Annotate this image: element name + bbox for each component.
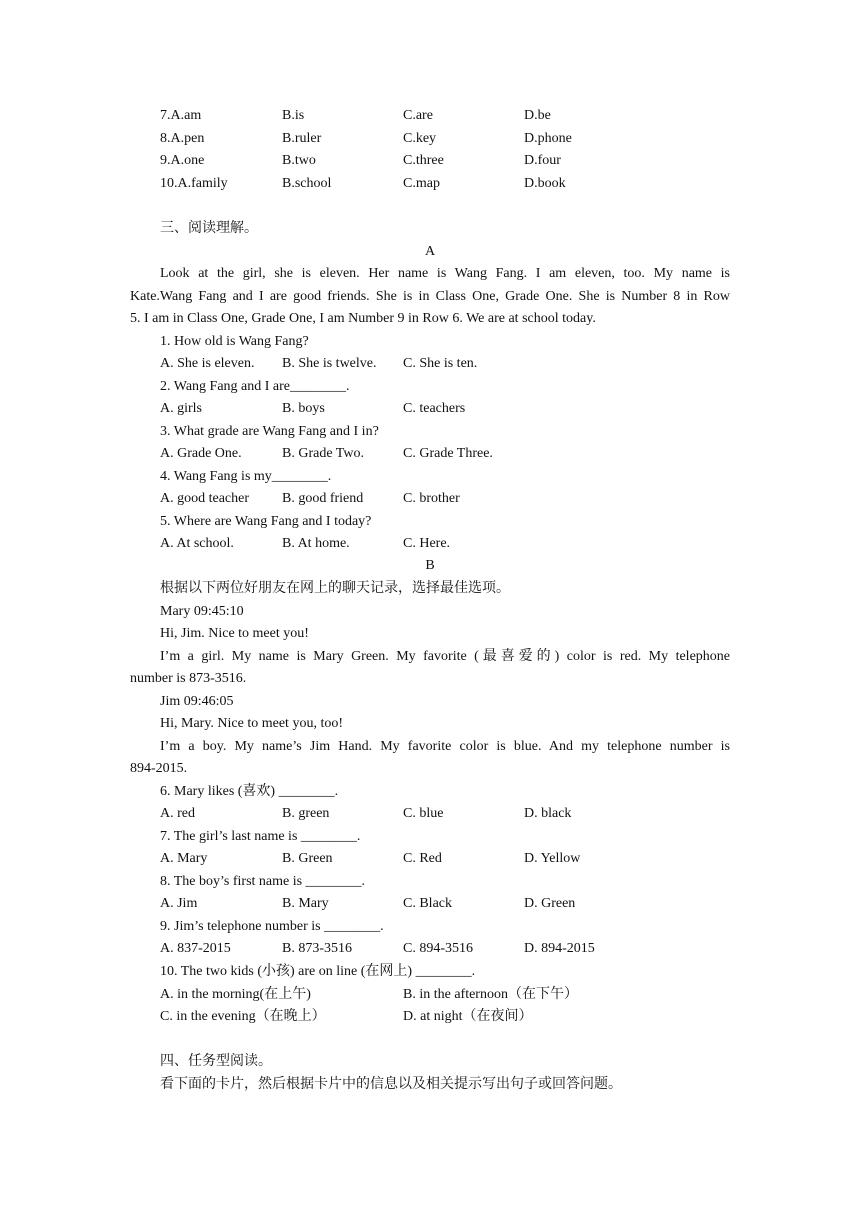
mary-timestamp: Mary 09:45:10 <box>160 604 244 619</box>
passage-b-label: B <box>425 558 435 573</box>
question-5: 5. Where are Wang Fang and I today? <box>160 514 372 529</box>
option-d: D. 894-2015 <box>524 941 595 956</box>
option-a: A. She is eleven. <box>160 356 255 371</box>
question-3: 3. What grade are Wang Fang and I in? <box>160 424 379 439</box>
option-b: B. 873-3516 <box>282 941 352 956</box>
jim-message-line-1: I’m a boy. My name’s Jim Hand. My favorite color is blue. And my telephone number is <box>160 739 730 754</box>
option-c: C. blue <box>403 806 444 821</box>
option-b: B. green <box>282 806 330 821</box>
question-2: 2. Wang Fang and I are________. <box>160 379 350 394</box>
option-c: C.are <box>403 108 433 123</box>
option-d: D. Yellow <box>524 851 581 866</box>
option-a: 8.A.pen <box>160 131 205 146</box>
question-10: 10. The two kids (小孩) are on line (在网上) ________. <box>160 964 476 979</box>
option-a: A. Jim <box>160 896 198 911</box>
option-b: B. She is twelve. <box>282 356 377 371</box>
option-c: C. brother <box>403 491 460 506</box>
option-b: B. in the afternoon（在下午） <box>403 987 578 1002</box>
option-c: C.key <box>403 131 437 146</box>
jim-timestamp: Jim 09:46:05 <box>160 694 234 709</box>
question-9: 9. Jim’s telephone number is ________. <box>160 919 384 934</box>
option-b: B. boys <box>282 401 325 416</box>
option-c: C. in the evening（在晚上） <box>160 1009 326 1024</box>
section-3-title: 三、阅读理解。 <box>160 221 258 236</box>
option-b: B. Mary <box>282 896 329 911</box>
question-10-options-row-2 <box>0 1006 860 1028</box>
option-d: D. Green <box>524 896 576 911</box>
option-d: D.book <box>524 176 566 191</box>
question-7: 7. The girl’s last name is ________. <box>160 829 361 844</box>
question-9-options <box>0 938 860 960</box>
jim-message-line-2: 894-2015. <box>130 761 188 776</box>
option-c: C. Red <box>403 851 442 866</box>
option-b: B.two <box>282 153 316 168</box>
option-a: 9.A.one <box>160 153 205 168</box>
question-1: 1. How old is Wang Fang? <box>160 334 309 349</box>
option-a: A. girls <box>160 401 202 416</box>
question-8: 8. The boy’s first name is ________. <box>160 874 366 889</box>
option-d: D.phone <box>524 131 572 146</box>
mary-message-line-1: I’m a girl. My name is Mary Green. My favorite (最喜爱的) color is red. My telephone <box>160 649 730 664</box>
option-row-9 <box>0 150 860 172</box>
option-b: B. Green <box>282 851 333 866</box>
option-a: A. Grade One. <box>160 446 242 461</box>
option-b: B. At home. <box>282 536 350 551</box>
option-d: D. at night（在夜间） <box>403 1009 533 1024</box>
option-c: C.map <box>403 176 440 191</box>
question-6: 6. Mary likes (喜欢) ________. <box>160 784 339 799</box>
question-10-options-row-1 <box>0 984 860 1006</box>
option-b: B.ruler <box>282 131 322 146</box>
option-row-10 <box>0 173 860 195</box>
section-4-instruction: 看下面的卡片，然后根据卡片中的信息以及相关提示写出句子或回答问题。 <box>160 1077 622 1092</box>
option-c: C. Black <box>403 896 452 911</box>
option-c: C. 894-3516 <box>403 941 473 956</box>
question-5-options <box>0 533 860 555</box>
passage-a-line-3: 5. I am in Class One, Grade One, I am Number 9 in Row 6. We are at school today. <box>130 311 596 326</box>
option-d: D. black <box>524 806 572 821</box>
passage-a-label: A <box>424 244 436 259</box>
option-b: B.is <box>282 108 305 123</box>
jim-greeting: Hi, Mary. Nice to meet you, too! <box>160 716 343 731</box>
option-b: B. Grade Two. <box>282 446 364 461</box>
section-4-title: 四、任务型阅读。 <box>160 1054 272 1069</box>
option-c: C. Grade Three. <box>403 446 493 461</box>
option-row-8 <box>0 128 860 150</box>
option-a: A. 837-2015 <box>160 941 231 956</box>
option-a: A. good teacher <box>160 491 250 506</box>
mary-message-line-2: number is 873-3516. <box>130 671 247 686</box>
question-8-options <box>0 893 860 915</box>
question-4: 4. Wang Fang is my________. <box>160 469 332 484</box>
passage-b-instruction: 根据以下两位好朋友在网上的聊天记录，选择最佳选项。 <box>160 581 510 596</box>
question-1-options <box>0 353 860 375</box>
option-c: C. Here. <box>403 536 451 551</box>
question-2-options <box>0 398 860 420</box>
mary-greeting: Hi, Jim. Nice to meet you! <box>160 626 309 641</box>
option-a: 7.A.am <box>160 108 202 123</box>
option-a: 10.A.family <box>160 176 228 191</box>
option-a: A. red <box>160 806 195 821</box>
question-7-options <box>0 848 860 870</box>
option-c: C. teachers <box>403 401 466 416</box>
passage-a-line-1: Look at the girl, she is eleven. Her name is Wang Fang. I am eleven, too. My name is <box>160 266 730 281</box>
option-a: A. in the morning(在上午) <box>160 987 311 1002</box>
option-a: A. At school. <box>160 536 234 551</box>
option-c: C. She is ten. <box>403 356 478 371</box>
option-a: A. Mary <box>160 851 208 866</box>
option-d: D.be <box>524 108 551 123</box>
question-3-options <box>0 443 860 465</box>
option-row-7 <box>0 105 860 127</box>
option-d: D.four <box>524 153 561 168</box>
passage-a-line-2: Kate.Wang Fang and I are good friends. She is in Class One, Grade One. She is Number 8 in Row <box>130 289 730 304</box>
option-b: B. good friend <box>282 491 364 506</box>
question-4-options <box>0 488 860 510</box>
option-c: C.three <box>403 153 444 168</box>
question-6-options <box>0 803 860 825</box>
option-b: B.school <box>282 176 332 191</box>
